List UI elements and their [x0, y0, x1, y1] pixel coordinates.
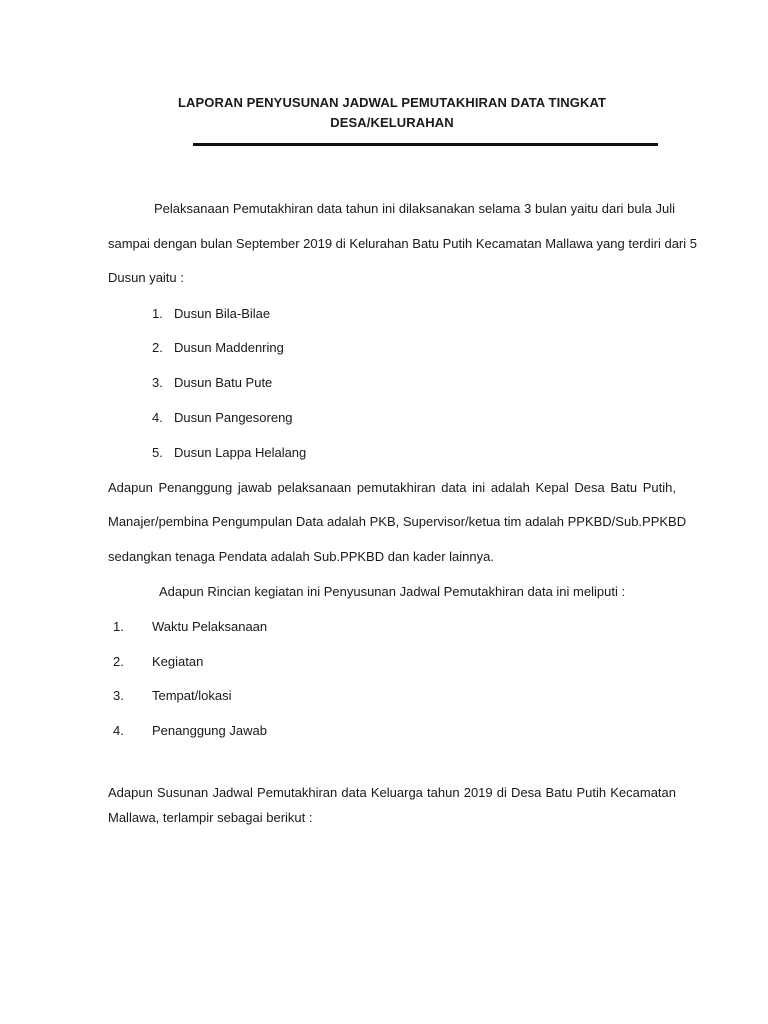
paragraph-3: Adapun Rincian kegiatan ini Penyusunan Jadwal Pemutakhiran data ini meliputi :: [158, 584, 626, 599]
list-number: 1.: [113, 619, 124, 634]
list-number: 3.: [152, 375, 163, 390]
paragraph-1-line-2: sampai dengan bulan September 2019 di Kelurahan Batu Putih Kecamatan Mallawa yang terdiri dari 5: [108, 236, 697, 251]
list-text: Dusun Batu Pute: [174, 375, 273, 390]
rincian-list-item: [113, 654, 203, 670]
dusun-list-item: [152, 375, 272, 391]
list-text: Tempat/lokasi: [152, 688, 232, 703]
list-number: 4.: [152, 410, 163, 425]
list-text: Dusun Maddenring: [174, 340, 284, 355]
list-text: Dusun Pangesoreng: [174, 410, 293, 425]
list-text: Dusun Bila-Bilae: [174, 306, 271, 321]
dusun-list-item: [152, 445, 306, 461]
list-number: 2.: [152, 340, 163, 355]
dusun-list-item: [152, 340, 284, 356]
list-number: 5.: [152, 445, 163, 460]
list-text: Kegiatan: [152, 654, 204, 669]
paragraph-4-line-2: Mallawa, terlampir sebagai berikut :: [108, 810, 313, 825]
paragraph-1-line-3: Dusun yaitu :: [108, 270, 184, 285]
title-underline: [193, 143, 658, 146]
list-text: Penanggung Jawab: [152, 723, 267, 738]
rincian-list-item: [113, 619, 267, 635]
list-number: 2.: [113, 654, 124, 669]
paragraph-2-line-1: Adapun Penanggung jawab pelaksanaan pemutakhiran data ini adalah Kepal Desa Batu Putih,: [108, 480, 676, 495]
list-text: Dusun Lappa Helalang: [174, 445, 307, 460]
paragraph-4-line-1: Adapun Susunan Jadwal Pemutakhiran data Keluarga tahun 2019 di Desa Batu Putih Kecamatan: [108, 785, 676, 800]
list-text: Waktu Pelaksanaan: [152, 619, 268, 634]
dusun-list-item: [152, 306, 270, 322]
paragraph-1-line-1: Pelaksanaan Pemutakhiran data tahun ini dilaksanakan selama 3 bulan yaitu dari bula Juli: [154, 201, 675, 216]
list-number: 1.: [152, 306, 163, 321]
document-title-line-1: LAPORAN PENYUSUNAN JADWAL PEMUTAKHIRAN DATA TINGKAT: [177, 95, 607, 110]
paragraph-2-line-3: sedangkan tenaga Pendata adalah Sub.PPKBD dan kader lainnya.: [108, 549, 494, 564]
paragraph-2-line-2: Manajer/pembina Pengumpulan Data adalah PKB, Supervisor/ketua tim adalah PPKBD/Sub.PPKBD: [108, 514, 687, 529]
dusun-list-item: [152, 410, 293, 426]
list-number: 4.: [113, 723, 124, 738]
rincian-list-item: [113, 688, 231, 704]
list-number: 3.: [113, 688, 124, 703]
document-title-line-2: DESA/KELURAHAN: [330, 115, 454, 130]
rincian-list-item: [113, 723, 267, 739]
